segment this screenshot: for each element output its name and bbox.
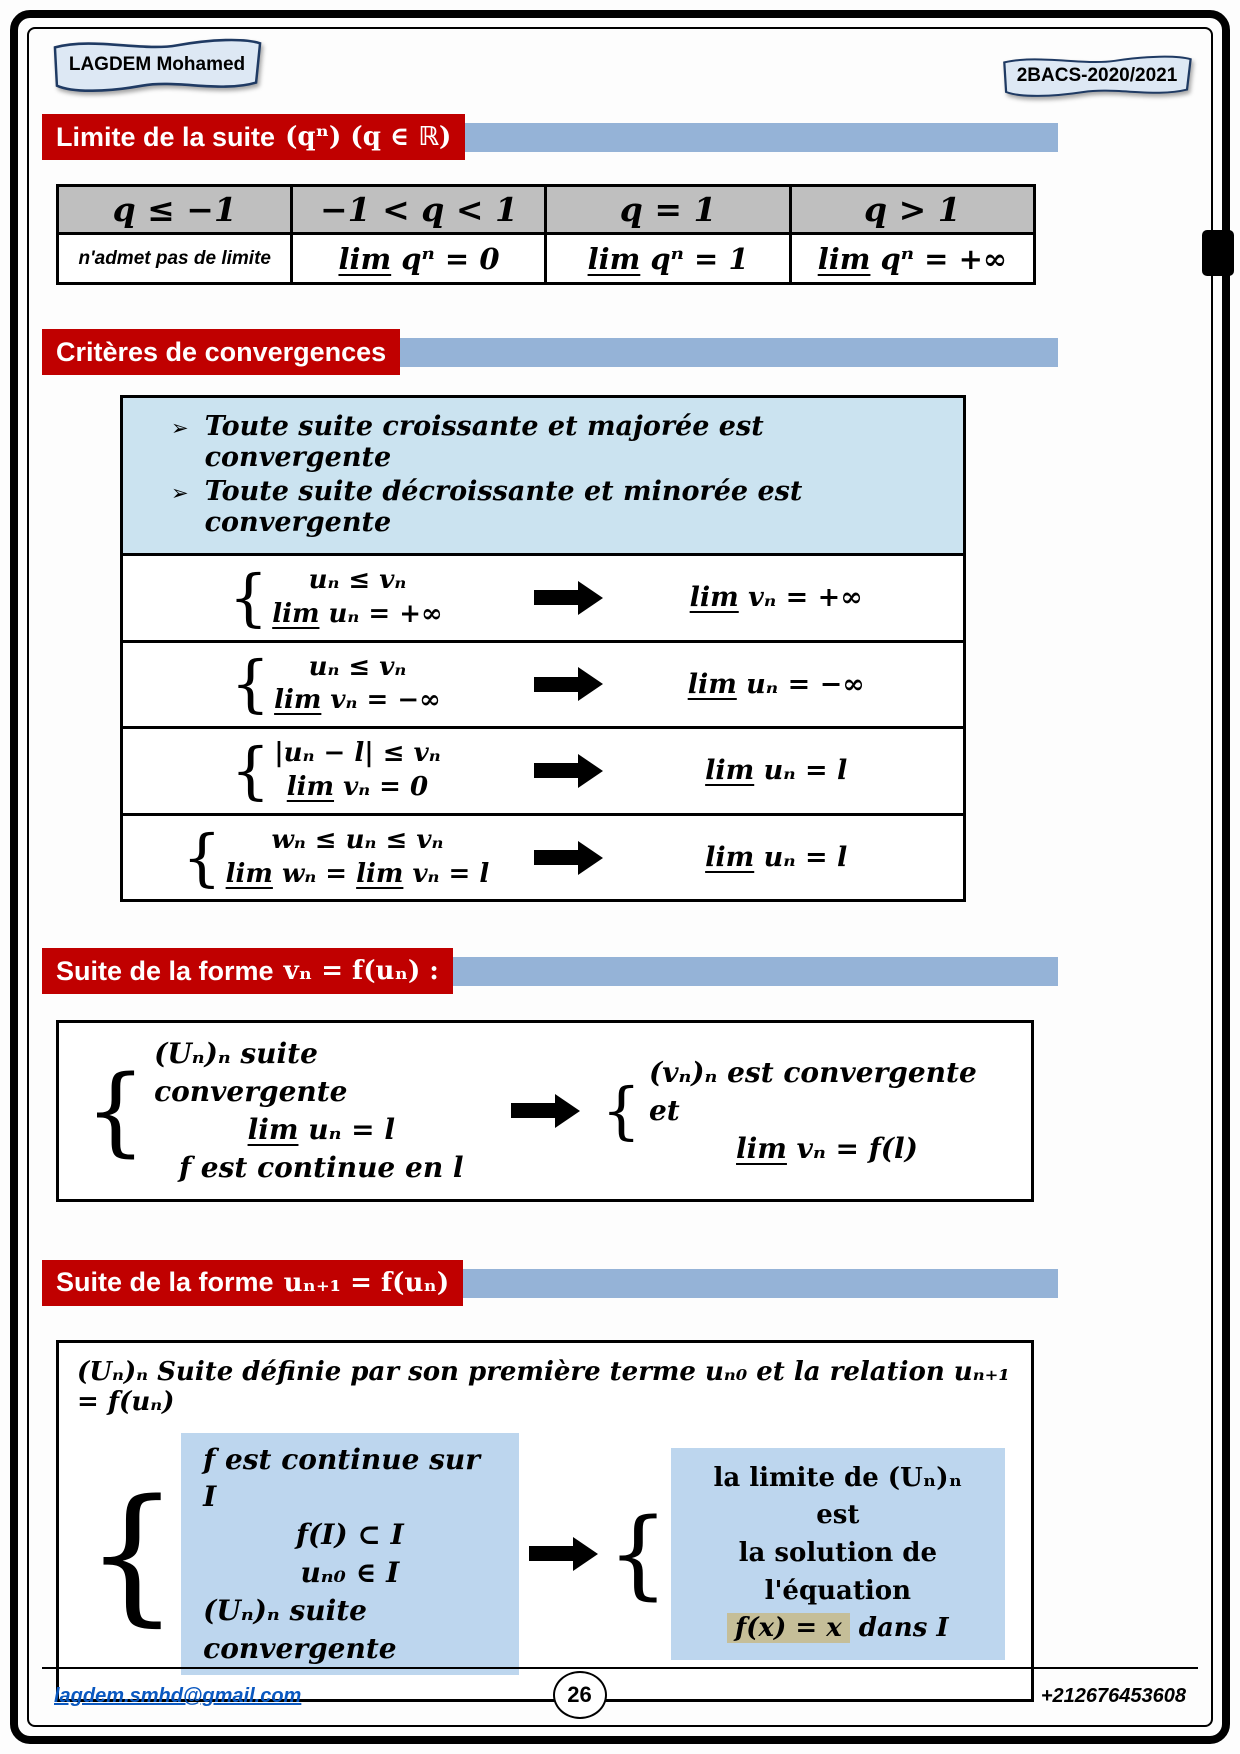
table-header-cell: q > 1	[790, 186, 1034, 234]
author-name: LAGDEM Mohamed	[68, 54, 246, 75]
arrow-head	[555, 1094, 580, 1128]
table-value-row	[58, 234, 1035, 284]
hypothesis-lines	[274, 737, 440, 805]
arrow-shaft	[511, 1103, 555, 1118]
section-title-text: Suite de la forme	[56, 1267, 274, 1298]
brace-icon: {	[85, 1054, 147, 1167]
arrow-shaft	[534, 850, 578, 865]
formula: uₙ ≤ vₙ	[308, 651, 407, 682]
arrow-head	[578, 754, 603, 788]
definition-line: (Uₙ)ₙ Suite définie par son première terme uₙ₀ et la relation uₙ₊₁ = f(uₙ)	[77, 1356, 1010, 1417]
arrow-right-icon	[534, 667, 603, 701]
equation-domain: dans I	[849, 1613, 949, 1644]
banner-criteres	[42, 329, 1058, 375]
formula: lim uₙ = l	[247, 1112, 395, 1146]
phone-number: +212676453608	[1040, 1685, 1186, 1707]
hypothesis-block	[137, 647, 534, 721]
criteria-row-3	[123, 729, 963, 816]
convergence-criteria-box	[120, 395, 966, 902]
section-title-criteres	[42, 329, 400, 375]
table-header-cell: q ≤ −1	[58, 186, 292, 234]
section-title-un1	[42, 1260, 463, 1306]
un1-body	[77, 1433, 1013, 1676]
vn-form-box	[56, 1020, 1034, 1201]
criteria-row-2	[123, 643, 963, 730]
author-flag	[48, 34, 266, 96]
section-title-text: Suite de la forme	[56, 955, 274, 986]
brace-icon: {	[228, 560, 269, 634]
arrow-right-icon	[529, 1537, 598, 1571]
hypothesis-lines	[274, 651, 441, 719]
formula: f est continue sur I	[203, 1442, 481, 1514]
section-title-math: uₙ₊₁ = f(uₙ)	[283, 1267, 450, 1298]
table-header-cell: q = 1	[546, 186, 790, 234]
page-content	[42, 34, 1198, 1720]
arrow-right-icon	[534, 841, 603, 875]
section-title-math: vₙ = f(uₙ) :	[283, 956, 439, 987]
page-number: 26	[567, 1682, 592, 1707]
formula: lim vₙ = −∞	[274, 685, 441, 716]
arrow-right-icon	[534, 754, 603, 788]
table-cell: lim qⁿ = 0	[292, 234, 546, 284]
formula: (Uₙ)ₙ suite convergente	[203, 1593, 397, 1665]
arrow-head	[573, 1537, 598, 1571]
formula: (Uₙ)ₙ suite convergente	[154, 1037, 348, 1109]
email-link[interactable]: lagdem.smhd@gmail.com	[54, 1685, 302, 1707]
section-title-math: (qⁿ) (q ∈ ℝ)	[285, 122, 452, 152]
hypothesis-block	[85, 1035, 489, 1186]
un1-form-box	[56, 1340, 1034, 1703]
conclusion-formula: lim uₙ = −∞	[687, 668, 865, 700]
bullet-row	[171, 411, 955, 473]
footer	[42, 1667, 1198, 1712]
table-cell: lim qⁿ = +∞	[790, 234, 1034, 284]
arrow-head	[578, 841, 603, 875]
bullet-text: Toute suite croissante et majorée est convergente	[204, 411, 764, 473]
conclusion-block	[608, 1448, 1005, 1660]
formula: uₙ ≤ vₙ	[308, 565, 407, 595]
brace-icon: {	[607, 1497, 669, 1610]
banner-limite-suite	[42, 114, 1058, 160]
header	[42, 34, 1198, 100]
conclusion-panel	[671, 1448, 1005, 1660]
arrow-bullet-icon: ➢	[171, 416, 189, 440]
hypothesis-block	[85, 1433, 519, 1676]
bullet-text: Toute suite décroissante et minorée est convergente	[204, 476, 803, 538]
hypothesis-block	[137, 820, 534, 894]
formula: (vₙ)ₙ est convergente et	[648, 1056, 977, 1128]
arrow-shaft	[534, 677, 578, 692]
formula: wₙ ≤ uₙ ≤ vₙ	[271, 824, 444, 855]
formula: lim vₙ = 0	[286, 771, 429, 802]
arrow-right-icon	[534, 581, 603, 615]
hypothesis-lines	[226, 824, 490, 892]
arrow-right-icon	[511, 1094, 580, 1128]
arrow-bullet-icon: ➢	[171, 481, 189, 505]
conclusion-formula: lim vₙ = +∞	[689, 582, 863, 614]
brace-icon: {	[601, 1073, 641, 1147]
qn-limit-table	[56, 184, 1036, 285]
table-header-row	[58, 186, 1035, 234]
conclusion-formula: lim uₙ = l	[705, 842, 848, 874]
formula: f est continue en l	[179, 1150, 464, 1184]
banner-vn-form	[42, 948, 1058, 994]
page-number-badge	[553, 1671, 607, 1719]
arrow-head	[578, 581, 603, 615]
formula: lim uₙ = +∞	[272, 598, 443, 629]
hypothesis-block	[137, 733, 534, 807]
table-cell: lim qⁿ = 1	[546, 234, 790, 284]
formula: |uₙ − l| ≤ vₙ	[274, 738, 441, 769]
formula: lim vₙ = f(l)	[736, 1131, 918, 1165]
brace-icon: {	[85, 1467, 180, 1640]
formula: f(I) ⊂ I	[295, 1518, 404, 1552]
section-title-text: Limite de la suite	[56, 121, 276, 152]
conclusion-text: la solution de l'équation	[738, 1538, 938, 1606]
table-cell: n'admet pas de limite	[58, 234, 292, 284]
hypothesis-panel	[181, 1433, 518, 1676]
section-title-qn	[42, 114, 465, 160]
conclusion-text: la limite de (Uₙ)ₙ est	[713, 1462, 963, 1531]
conclusion-equation	[727, 1610, 949, 1648]
conclusion-formula: lim uₙ = l	[705, 755, 848, 787]
brace-icon: {	[182, 820, 222, 894]
bullet-row	[171, 476, 955, 538]
formula: uₙ₀ ∈ I	[300, 1555, 400, 1589]
hypothesis-lines	[272, 564, 442, 632]
conclusion-lines	[649, 1054, 1005, 1167]
hypothesis-block	[137, 560, 534, 634]
criteria-row-4	[123, 816, 963, 900]
hypothesis-lines	[154, 1035, 488, 1186]
criteria-row-1	[123, 556, 963, 643]
footer-row	[42, 1669, 1198, 1712]
brace-icon: {	[230, 733, 271, 807]
conclusion-block	[602, 1054, 1006, 1167]
banner-un1-form	[42, 1260, 1058, 1306]
arrow-shaft	[534, 763, 578, 778]
section-title-text: Critères de convergences	[56, 336, 387, 367]
section-title-vn	[42, 948, 453, 994]
table-header-cell: −1 < q < 1	[292, 186, 546, 234]
criteria-bullets	[123, 398, 963, 556]
edge-mark	[1202, 230, 1234, 276]
arrow-shaft	[534, 590, 578, 605]
highlighted-equation: f(x) = x	[727, 1613, 850, 1643]
arrow-shaft	[529, 1546, 573, 1561]
arrow-head	[578, 667, 603, 701]
school-year: 2BACS-2020/2021	[1016, 65, 1178, 86]
formula: lim wₙ = lim vₙ = l	[225, 858, 490, 889]
year-flag	[998, 52, 1196, 100]
brace-icon: {	[230, 647, 271, 721]
